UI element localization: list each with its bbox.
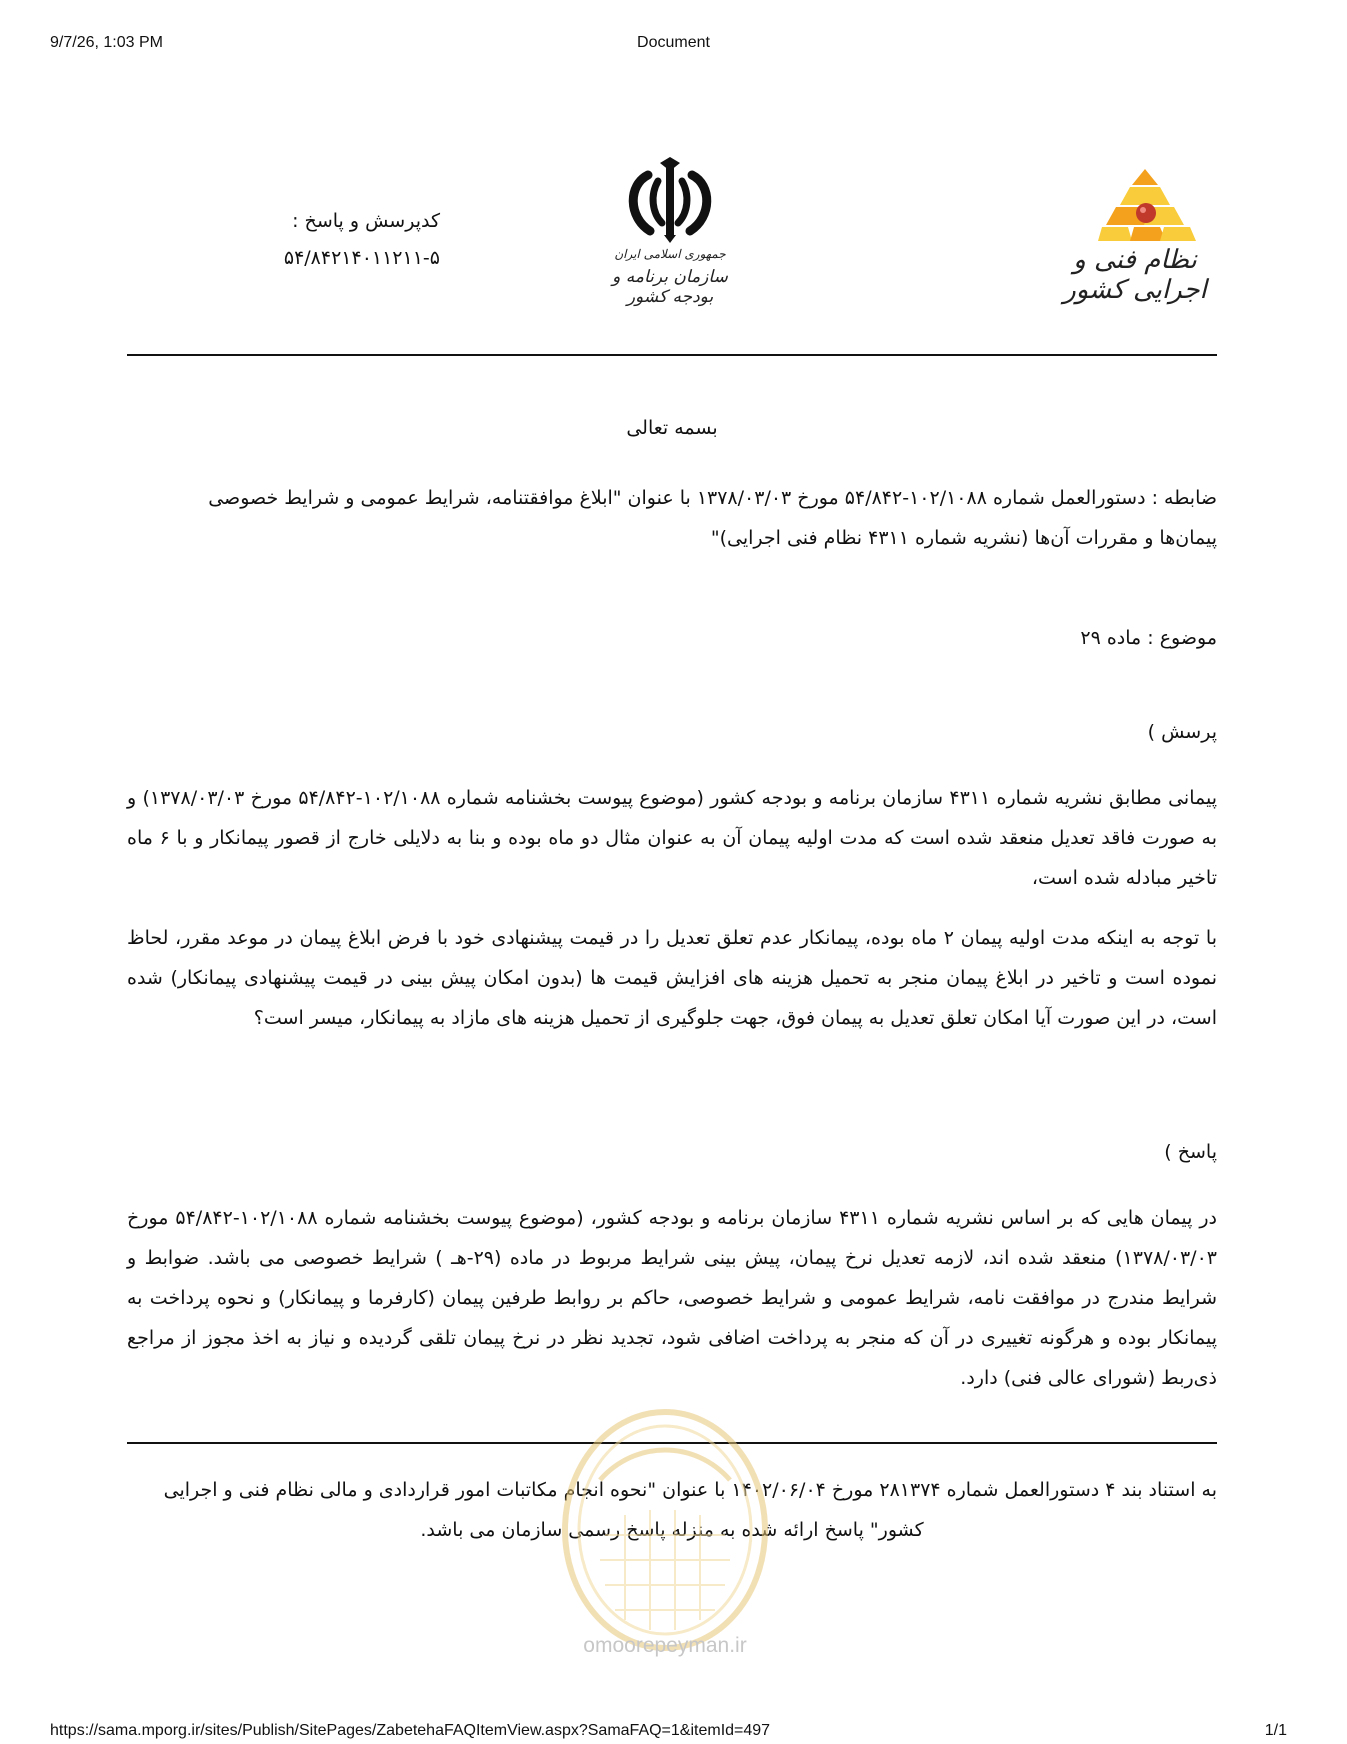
answer-heading [127,1132,1217,1172]
salutation [127,408,1217,448]
emblem-caption-organization: سازمان برنامه و بودجه کشور [612,267,728,307]
org-logo-caption: نظام فنی و اجرایی کشور [1063,245,1207,305]
print-datetime: 9/7/26, 1:03 PM [50,34,163,51]
question-heading-text: پرسش ) [1147,721,1217,743]
watermark-seal [555,1405,775,1655]
official-note-line-1: به استناد بند ۴ دستورالعمل شماره ۲۸۱۳۷۴ مورخ ۱۴۰۲/۰۶/۰۴ با عنوان "نحوه انجام مکاتبات امور قراردادی و مالی نظام فنی و اجرایی [163,1479,1217,1501]
qa-code-value: ۵۴/۸۴۲۱۴۰۱۱۲۱۱-۵ [283,247,440,269]
watermark-seal-icon [555,1405,775,1655]
qa-code-label: کدپرسش و پاسخ : [292,210,440,232]
answer-paragraph [127,1198,1217,1398]
question-heading [127,712,1217,752]
print-url: https://sama.mporg.ir/sites/Publish/SitePages/ZabetehaFAQItemView.aspx?SamaFAQ=1&itemId=497 [50,1722,771,1739]
emblem-icon [600,155,740,245]
org-logo-icon [1050,165,1220,245]
watermark-site: omoorepeyman.ir [583,1634,747,1657]
answer-paragraph-text: در پیمان هایی که بر اساس نشریه شماره ۴۳۱۱ سازمان برنامه و بودجه کشور، (موضوع پیوست بخشنامه شماره ۱۰۲/۱۰۸۸-۵۴/۸۴۲ مورخ ۱۳۷۸/۰۳/۰۳) منعقد شده اند، لازمه تعدیل نرخ پیمان، پیش بینی شرایط مربوط در ماده (۲۹-هـ ) شرایط خصوصی می باشد. ضوابط و شرایط مندرج در موافقت نامه، شرایط عمومی و شرایط خصوصی، حاکم بر روابط طرفین پیمان (کارفرما و پیمانکار) و نحوه پرداخت به پیمانکار بوده و هرگونه تغییری در آن که منجر به پرداخت اضافی شود، تجدید نظر در نرخ پیمان تلقی گردیده و نیاز به اخذ مجوز از مراجع ذی‌ربط (شورای عالی فنی) دارد. [127,1207,1217,1389]
question-paragraph-1-text: پیمانی مطابق نشریه شماره ۴۳۱۱ سازمان برنامه و بودجه کشور (موضوع پیوست بخشنامه شماره ۱۰۲/۱۰۸۸-۵۴/۸۴۲ مورخ ۱۳۷۸/۰۳/۰۳) و به صورت فاقد تعدیل منعقد شده است که مدت اولیه پیمان آن به عنوان مثال دو ماه بوده و بنا به دلایلی خارج از قصور پیمانکار و با ۶ ماه تاخیر مبادله شده است، [127,787,1217,889]
qa-code-block [230,208,440,276]
print-footer [0,1722,1347,1744]
salutation-text: بسمه تعالی [626,417,718,439]
print-header [0,34,1347,56]
national-emblem [600,155,740,315]
org-logo [1050,165,1220,305]
subject [127,618,1217,658]
official-note-line-2: کشور" پاسخ ارائه شده به منزله پاسخ رسمی سازمان می باشد. [420,1519,924,1541]
subject-text: موضوع : ماده ۲۹ [1080,627,1217,649]
question-paragraph-1 [127,778,1217,898]
regulation-line-1: ضابطه : دستورالعمل شماره ۱۰۲/۱۰۸۸-۵۴/۸۴۲ مورخ ۱۳۷۸/۰۳/۰۳ با عنوان "ابلاغ موافقتنامه، شرایط عمومی و شرایط خصوصی [208,487,1217,509]
print-page-number: 1/1 [1264,1722,1287,1739]
emblem-caption-country: جمهوری اسلامی ایران [614,247,726,261]
question-paragraph-2-text: با توجه به اینکه مدت اولیه پیمان ۲ ماه بوده، پیمانکار عدم تعلق تعدیل را در قیمت پیشنهادی خود با فرض ابلاغ پیمان در موعد مقرر، لحاظ نموده است و تاخیر در ابلاغ پیمان منجر به تحمیل هزینه های افزایش قیمت ها (بدون امکان پیش بینی در قیمت پیشنهادی پیمانکار) شده است، در این صورت آیا امکان تعلق تعدیل به پیمان فوق، جهت جلوگیری از تحمیل هزینه های مازاد به پیمانکار، میسر است؟ [127,927,1217,1029]
print-title: Document [637,34,710,51]
answer-heading-text: پاسخ ) [1164,1141,1217,1163]
header-divider [127,354,1217,356]
regulation-reference [127,478,1217,558]
question-paragraph-2 [127,918,1217,1038]
regulation-line-2: پیمان‌ها و مقررات آن‌ها (نشریه شماره ۴۳۱۱ نظام فنی اجرایی)" [710,527,1217,549]
